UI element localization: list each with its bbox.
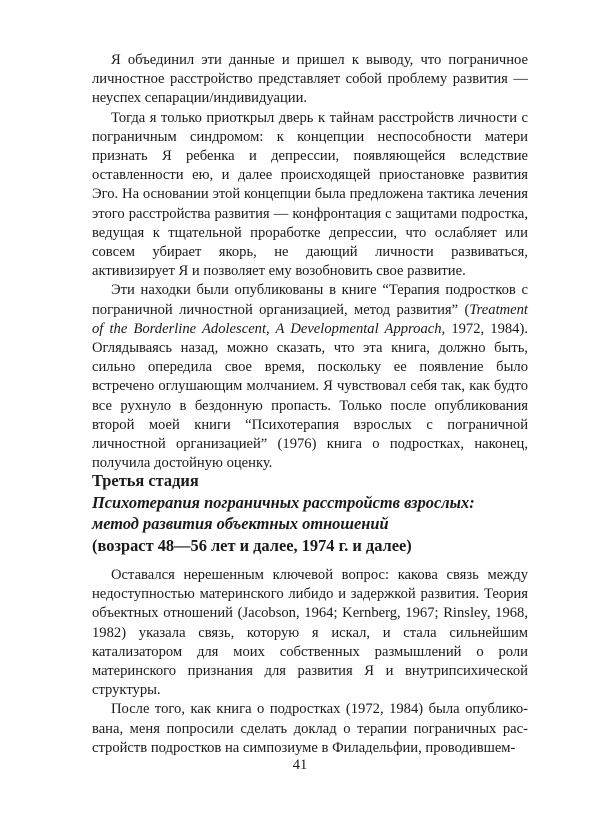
page-number: 41 (292, 757, 308, 773)
paragraph-publication-end: 1972, 1984). Оглядываясь назад, можно сказать, что эта книга, должно быть, сильно опередила свое время, поскольку ее появление было встречено оглушающим молчанием. Я чувствовал себя так, как будто все рухнуло в бездонную пропасть. Только после опубликования второй моей книги “Психотерапия взрослых с пограничной личностной организацией” (1976) книга о подростках, наконец, получила достойную оценку. (92, 320, 528, 472)
stage-title: Третья стадия (92, 471, 199, 490)
section-age-range: (возраст 48—56 лет и далее, 1974 г. и далее) (92, 535, 412, 555)
paragraph-conclusion: Я объединил эти данные и пришел к выводу, что пограничное личностное расстройство представляет собой проблему развития — неуспех сепарации/индивидуации. (92, 52, 528, 107)
section-subtitle-line-2: метод развития объектных отношений (92, 514, 389, 534)
book-title-english: Treatment of the Borderline Adolescent, A Developmental Approach, (92, 301, 528, 337)
text-block-upper (92, 51, 528, 473)
text-block-lower (92, 566, 528, 758)
paragraph-borderline-syndrome: Тогда я только приоткрыл дверь к тайнам расстройств личности с пограничным синдромом: к концепции неспособности матери признать Я ребенка и депрессии, появляющейся вследствие оставленности ею, и далее происходящей приостановке развития Эго. На основании этой концепции была предложена тактика лечения этого расстройства развития — конфронтация с защитами подростка, ведущая к тщательной проработке депрессии, что ослабляет или совсем убирает якорь, не дающий личности развиваться, активизирует Я и позволяет ему возобновить свое развитие. (92, 109, 528, 280)
paragraph-philadelphia: После того, как книга о подростках (1972, 1984) была опубликована, меня попросили сделать доклад о терапии пограничных расстройств подростков на симпозиуме в Филадельфии, проводившем- (92, 701, 528, 756)
section-heading (92, 470, 532, 556)
section-subtitle-line-1: Психотерапия пограничных расстройств взрослых: (92, 492, 475, 512)
paragraph-publication (92, 281, 528, 473)
paragraph-object-relations: Оставался нерешенным ключевой вопрос: какова связь между недоступностью материнского либидо и задержкой развития. Теория объектных отношений (Jacobson, 1964; Kernberg, 1967; Rinsley, 1968, 1982) указала связь, которую я искал, и стала сильнейшим катализатором для моих собственных размышлений о роли материнского признания для развития Я и внутрипсихической структуры. (92, 567, 528, 699)
paragraph-publication-start: Эти находки были опубликованы в книге “Терапия подростков с пограничной личностной организацией, метод развития” ( (92, 282, 528, 318)
